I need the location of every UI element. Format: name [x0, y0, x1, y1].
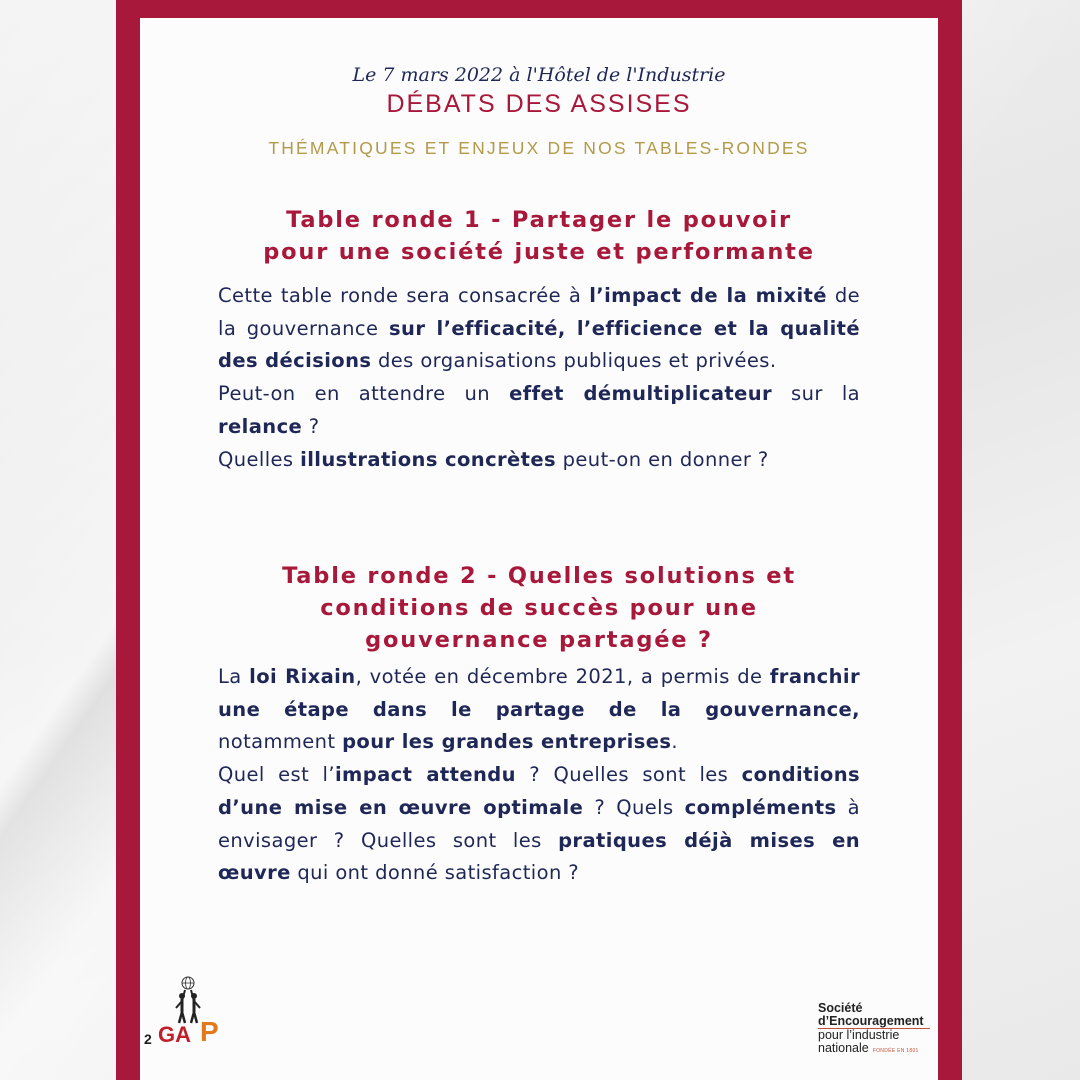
bold-text: pour les grandes entreprises [342, 730, 672, 754]
paragraph [218, 378, 860, 443]
logo-societe-encouragement [818, 1002, 934, 1060]
bold-text: illustrations concrètes [300, 447, 557, 471]
page-title: DÉBATS DES ASSISES [386, 90, 692, 118]
table-ronde-2-title [200, 560, 878, 656]
text: Peut-on en attendre un [218, 382, 510, 406]
text: Quelles [218, 447, 301, 471]
text: ? Quelles sont les [515, 763, 742, 787]
text: , votée en décembre 2021, a permis de [355, 665, 770, 688]
logo-2gap [144, 976, 224, 1052]
paragraph [218, 280, 860, 378]
text: à envisager ? Quelles sont les [218, 795, 860, 852]
text: . [671, 730, 679, 754]
text: qui ont donné satisfaction ? [290, 861, 580, 885]
bold-text: relance [218, 414, 303, 438]
text: ? [302, 414, 320, 438]
logo-founded-text: FONDÉE EN 1801 [872, 1047, 919, 1054]
paragraph [218, 759, 860, 890]
text: des organisations publiques et privées. [371, 349, 777, 373]
table-ronde-2-title-line3: gouvernance partagée ? [365, 627, 713, 653]
table-ronde-1-title-line2: pour une société juste et performante [263, 239, 815, 265]
logo-line: Société [818, 1001, 863, 1015]
logo-line [818, 1042, 934, 1058]
text: La [218, 665, 250, 688]
text: ? Quels [583, 795, 685, 819]
text: sur la [772, 382, 860, 406]
text: Quel est l’ [218, 763, 335, 787]
logo-line-text: nationale [818, 1040, 869, 1055]
page-subtitle: THÉMATIQUES ET ENJEUX DE NOS TABLES-RONDES [268, 138, 810, 158]
bold-text: sur l’efficacité, l’efficience et la qualité des décisions [218, 316, 860, 373]
table-ronde-1-body [218, 280, 860, 476]
bold-text: franchir une étape dans le partage de la gouvernance, [218, 665, 861, 721]
text: de la gouvernance [218, 284, 860, 340]
table-ronde-2-body [218, 661, 860, 890]
event-date: Le 7 mars 2022 à l'Hôtel de l'Industrie [352, 64, 726, 86]
logo-line: d’Encouragement [818, 1013, 924, 1028]
table-ronde-2-title-line1: Table ronde 2 - Quelles solutions et [282, 563, 796, 589]
paragraph [218, 661, 860, 759]
bold-text: impact attendu [334, 763, 516, 787]
table-ronde-1-title-line1: Table ronde 1 - Partager le pouvoir [286, 207, 792, 233]
logo-line: pour l’industrie [818, 1028, 900, 1042]
text: Cette table ronde sera consacrée à [218, 284, 590, 307]
table-ronde-1-title [200, 204, 878, 268]
bold-text: conditions d’une mise en œuvre optimale [218, 763, 861, 819]
logo-2gap-p: P [200, 1016, 219, 1047]
content-card [140, 18, 938, 1080]
bold-text: effet démultiplicateur [509, 382, 773, 406]
bold-text: compléments [684, 795, 837, 819]
logo-2gap-number: 2 [144, 1031, 152, 1047]
text: peut-on en donner ? [556, 447, 769, 471]
bold-text: loi Rixain [249, 665, 356, 688]
paragraph [218, 444, 860, 477]
table-ronde-2-title-line2: conditions de succès pour une [320, 595, 758, 621]
text: notamment [218, 730, 343, 754]
bold-text: l’impact de la mixité [589, 284, 827, 307]
bold-text: pratiques déjà mises en œuvre [218, 828, 860, 885]
logo-2gap-ga: GA [158, 1022, 191, 1047]
